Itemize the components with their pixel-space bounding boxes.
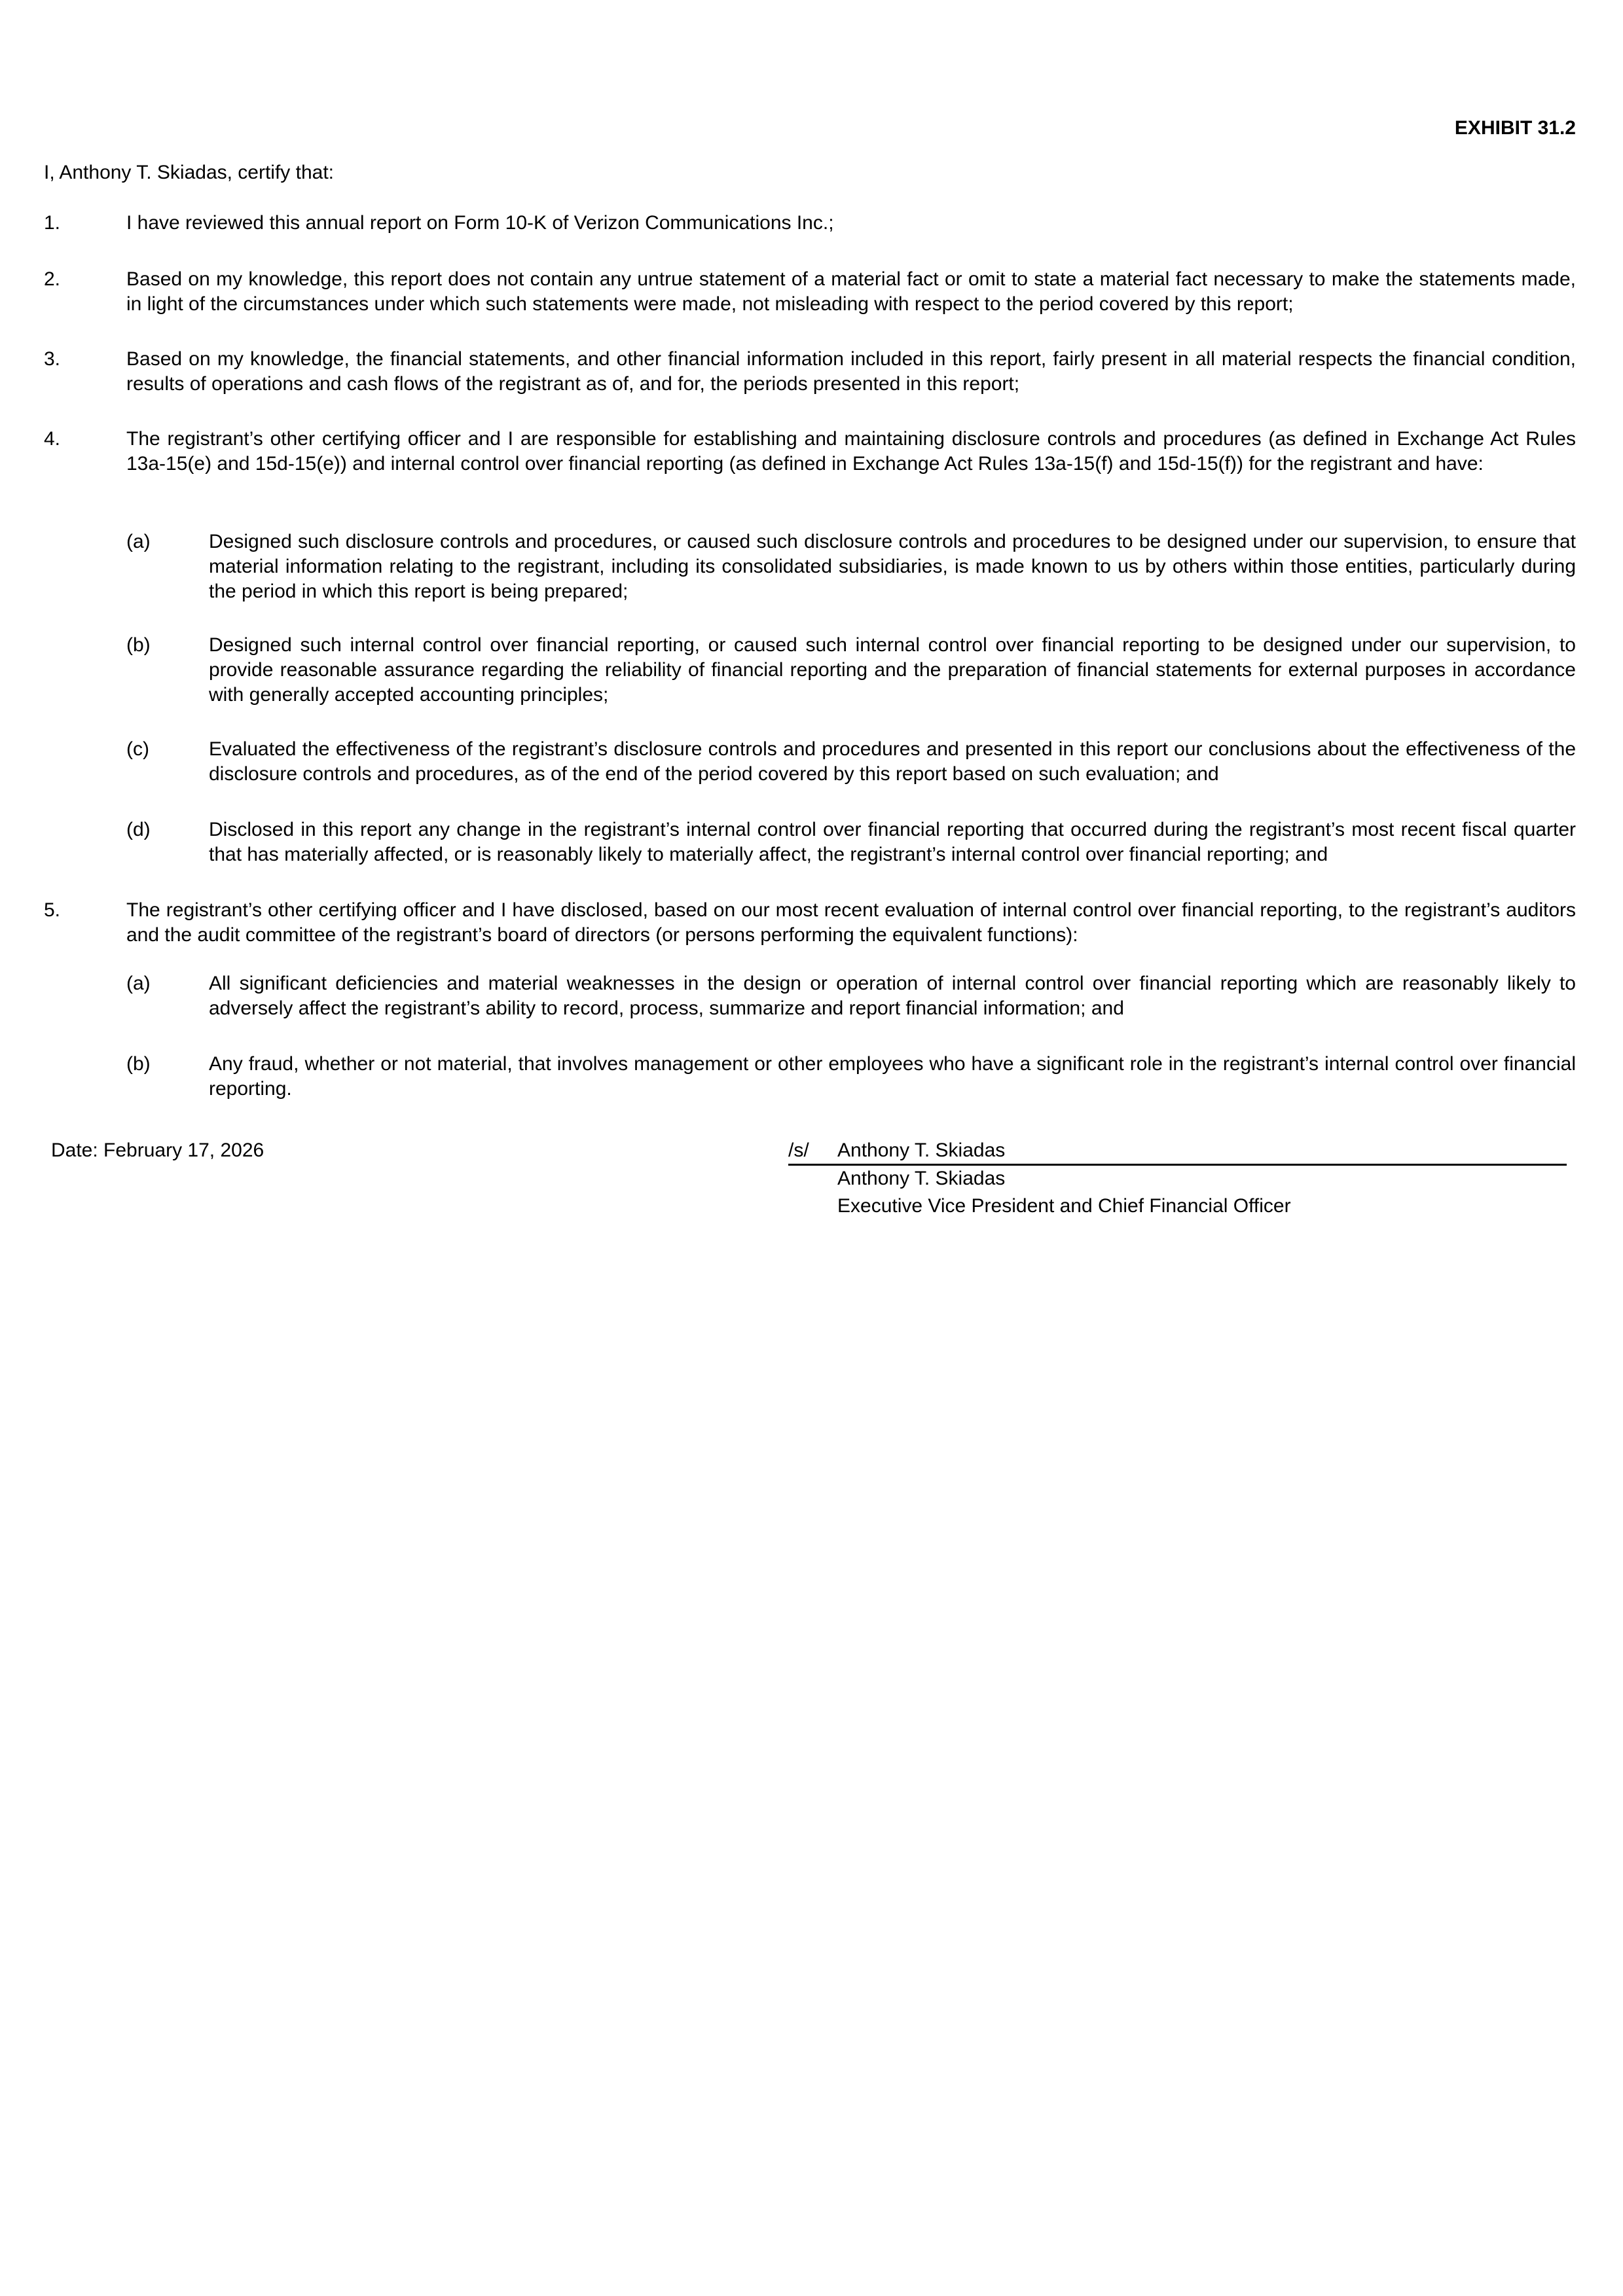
item-text-4: The registrant’s other certifying officer and I are responsible for establishing and maintaining disclosure controls and procedures (as defined in Exchange Act Rules 13a-15(e) and 15d-15(e)) and internal control over financial reporting (as defined in Exchange Act Rules 13a-15(f) and 15d-15(f)) for the registrant and have: (126, 428, 1576, 475)
certification-intro: I, Anthony T. Skiadas, certify that: (44, 162, 335, 183)
item-text-3: Based on my knowledge, the financial statements, and other financial information included in this report, fairly present in all material respects the financial condition, results of operations and cash flows of the registrant as of, and for, the periods presented in this report; (126, 348, 1576, 395)
subitem-text-5a: All significant deficiencies and material weaknesses in the design or operation of internal control over financial reporting which are reasonably likely to adversely affect the registrant’s ability to record, process, summarize and report financial information; and (209, 973, 1576, 1019)
signature-signed-name: Anthony T. Skiadas (837, 1139, 1006, 1161)
subitem-text-4c: Evaluated the effectiveness of the registrant’s disclosure controls and procedures and presented in this report our conclusions about the effectiveness of the disclosure controls and procedures, as of the end of the period covered by this report based on such evaluation; and (209, 738, 1576, 785)
signature-title: Executive Vice President and Chief Financial Officer (837, 1195, 1291, 1217)
item-number-5: 5. (44, 899, 61, 921)
subitem-text-4b: Designed such internal control over financial reporting, or caused such internal control over financial reporting to be designed under our supervision, to provide reasonable assurance regarding the reliability of financial reporting and the preparation of financial statements for external purposes in accordance with generally accepted accounting principles; (209, 634, 1576, 706)
subitem-number-4d: (d) (126, 819, 151, 840)
subitem-number-5a: (a) (126, 973, 151, 994)
subitem-number-4a: (a) (126, 531, 151, 552)
subitem-text-5b: Any fraud, whether or not material, that involves management or other employees who have a significant role in the registrant’s internal control over financial reporting. (209, 1053, 1576, 1100)
item-text-1: I have reviewed this annual report on Form 10-K of Verizon Communications Inc.; (126, 212, 834, 234)
subitem-text-4a: Designed such disclosure controls and procedures, or caused such disclosure controls and procedures to be designed under our supervision, to ensure that material information relating to the registrant, including its consolidated subsidiaries, is made known to us by others within those entities, particularly during the period in which this report is being prepared; (209, 531, 1576, 602)
signature-printed-name: Anthony T. Skiadas (837, 1168, 1006, 1189)
subitem-number-5b: (b) (126, 1053, 151, 1075)
subitem-text-4d: Disclosed in this report any change in the registrant’s internal control over financial reporting that occurred during the registrant’s most recent fiscal quarter that has materially affected, or is reasonably likely to materially affect, the registrant’s internal control over financial reporting; and (209, 819, 1576, 865)
signature-slash-s: /s/ (788, 1139, 809, 1161)
item-number-4: 4. (44, 428, 61, 450)
item-text-2: Based on my knowledge, this report does not contain any untrue statement of a material fact or omit to state a material fact necessary to make the statements made, in light of the circumstances under which such statements were made, not misleading with respect to the period covered by this report; (126, 268, 1576, 315)
item-number-2: 2. (44, 268, 61, 290)
signature-date: Date: February 17, 2026 (51, 1139, 264, 1161)
subitem-number-4c: (c) (126, 738, 149, 760)
item-number-3: 3. (44, 348, 61, 370)
item-text-5: The registrant’s other certifying officer and I have disclosed, based on our most recent evaluation of internal control over financial reporting, to the registrant’s auditors and the audit committee of the registrant’s board of directors (or persons performing the equivalent functions): (126, 899, 1576, 946)
exhibit-label: EXHIBIT 31.2 (1454, 117, 1576, 139)
item-number-1: 1. (44, 212, 61, 234)
subitem-number-4b: (b) (126, 634, 151, 656)
